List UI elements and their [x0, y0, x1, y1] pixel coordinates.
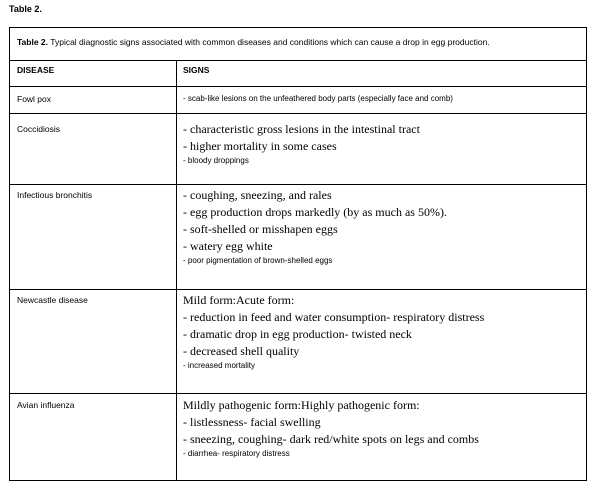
sign-line: - scab-like lesions on the unfeathered body parts (especially face and comb): [183, 94, 453, 103]
table-caption: [17, 37, 490, 47]
column-divider: [176, 60, 177, 480]
sign-line: - increased mortality: [183, 361, 256, 370]
sign-line: - reduction in feed and water consumption- respiratory distress: [183, 310, 485, 324]
document-title: Table 2.: [9, 4, 42, 14]
sign-line: - sneezing, coughing- dark red/white spots on legs and combs: [183, 432, 479, 446]
row-rule: [10, 289, 586, 290]
sign-line: - egg production drops markedly (by as much as 50%).: [183, 205, 447, 219]
sign-line: - coughing, sneezing, and rales: [183, 188, 332, 202]
sign-line: - diarrhea- respiratory distress: [183, 449, 290, 458]
sign-line: - soft-shelled or misshapen eggs: [183, 222, 338, 236]
diagnostic-signs-table: [9, 27, 587, 481]
header-disease: DISEASE: [17, 65, 55, 75]
sign-line: - decreased shell quality: [183, 344, 300, 358]
caption-text: Typical diagnostic signs associated with common diseases and conditions which can cause a drop in egg production.: [48, 37, 490, 47]
header-rule: [10, 86, 586, 87]
sign-line: - listlessness- facial swelling: [183, 415, 321, 429]
signs-fowl-pox: [183, 93, 453, 105]
caption-label: Table 2.: [17, 37, 49, 47]
sign-line: - higher mortality in some cases: [183, 139, 337, 153]
disease-newcastle: Newcastle disease: [17, 295, 88, 305]
sign-line: - watery egg white: [183, 239, 273, 253]
sign-line: - characteristic gross lesions in the intestinal tract: [183, 122, 420, 136]
sign-line: Mild form:Acute form:: [183, 293, 295, 307]
signs-newcastle: [183, 292, 484, 372]
table-top-rule: [10, 60, 586, 61]
signs-coccidiosis: [183, 121, 420, 167]
header-signs: SIGNS: [183, 65, 210, 75]
disease-avian-influenza: Avian influenza: [17, 400, 75, 410]
sign-line: - dramatic drop in egg production- twisted neck: [183, 327, 412, 341]
sign-line: Mildly pathogenic form:Highly pathogenic form:: [183, 398, 420, 412]
disease-fowl-pox: Fowl pox: [17, 94, 52, 104]
signs-infectious-bronchitis: [183, 187, 447, 267]
disease-coccidiosis: Coccidiosis: [17, 124, 60, 134]
row-rule: [10, 184, 586, 185]
sign-line: - poor pigmentation of brown-shelled eggs: [183, 256, 333, 265]
disease-infectious-bronchitis: Infectious bronchitis: [17, 190, 93, 200]
signs-avian-influenza: [183, 397, 479, 460]
sign-line: - bloody droppings: [183, 156, 249, 165]
row-rule: [10, 113, 586, 114]
row-rule: [10, 393, 586, 394]
